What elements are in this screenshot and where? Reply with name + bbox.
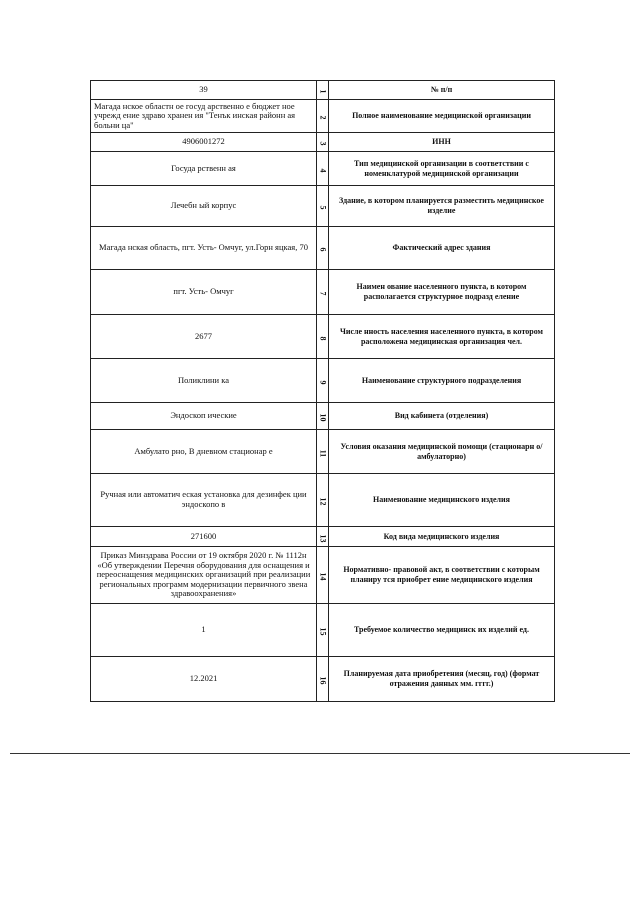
row-value: 271600: [91, 527, 317, 547]
row-value: 39: [91, 81, 317, 100]
row-number: 4: [317, 152, 329, 186]
row-number: 9: [317, 359, 329, 403]
table-row: [91, 133, 555, 152]
row-label: Наименование структурного подразделения: [329, 359, 555, 403]
table-row: [91, 604, 555, 657]
row-label: Нормативно- правовой акт, в соответствии с которым планиру тся приобрет ение медицинского изделия: [329, 547, 555, 604]
row-label: Числе нность населения населенного пункта, в котором расположена медицинская организация чел.: [329, 315, 555, 359]
row-number: 13: [317, 527, 329, 547]
row-label: Требуемое количество медицинск их изделий ед.: [329, 604, 555, 657]
table-row: [91, 227, 555, 270]
row-label: Полное наименование медицинской организации: [329, 100, 555, 133]
table-row: [91, 430, 555, 474]
row-label: Здание, в котором планируется разместить медицинское изделие: [329, 186, 555, 227]
row-number: 11: [317, 430, 329, 474]
table-row: [91, 474, 555, 527]
table-row: [91, 359, 555, 403]
row-number: 10: [317, 403, 329, 430]
row-number: 6: [317, 227, 329, 270]
row-label: Наименование медицинского изделия: [329, 474, 555, 527]
row-value: Ручная или автоматич еская установка для дезинфек ции эндоскопо в: [91, 474, 317, 527]
row-number: 15: [317, 604, 329, 657]
table-row: [91, 186, 555, 227]
row-value: 4906001272: [91, 133, 317, 152]
row-value: Приказ Минздрава России от 19 октября 2020 г. № 1112н «Об утверждении Перечня оборудования для оснащения и переоснащения медицинских организаций при реализации региональных программ модернизации первичного звена здравоохранения»: [91, 547, 317, 604]
table-row: [91, 315, 555, 359]
table-row: [91, 527, 555, 547]
table-row: [91, 152, 555, 186]
row-label: ИНН: [329, 133, 555, 152]
row-label: Тип медицинской организации в соответствии с номенклатурой медицинской организации: [329, 152, 555, 186]
table-row: [91, 547, 555, 604]
row-label: Наимен ование населенного пункта, в котором располагается структурное подразд еление: [329, 270, 555, 315]
row-number: 5: [317, 186, 329, 227]
row-label: Фактический адрес здания: [329, 227, 555, 270]
page-divider: [10, 753, 630, 754]
table-row: [91, 657, 555, 702]
table-row: [91, 100, 555, 133]
row-number: 3: [317, 133, 329, 152]
row-number: 14: [317, 547, 329, 604]
row-label: Вид кабинета (отделения): [329, 403, 555, 430]
row-value: Амбулато рно, В дневном стационар е: [91, 430, 317, 474]
row-label: Планируемая дата приобретения (месяц, год) (формат отражения данных мм. гггг.): [329, 657, 555, 702]
row-value: 12.2021: [91, 657, 317, 702]
table-row: [91, 403, 555, 430]
table-row: [91, 81, 555, 100]
row-number: 16: [317, 657, 329, 702]
row-number: 12: [317, 474, 329, 527]
equipment-table: [90, 80, 555, 702]
row-value: Магада нское областн ое госуд арственно е бюджет ное учрежд ение здраво хранен ия "Тенък инская районн ая больни ца": [91, 100, 317, 133]
row-value: Магада нская область, пгт. Усть- Омчуг, ул.Горн яцкая, 70: [91, 227, 317, 270]
row-number: 8: [317, 315, 329, 359]
row-value: пгт. Усть- Омчуг: [91, 270, 317, 315]
row-value: 1: [91, 604, 317, 657]
row-number: 7: [317, 270, 329, 315]
row-label: Код вида медицинского изделия: [329, 527, 555, 547]
row-number: 2: [317, 100, 329, 133]
row-value: Лечебн ый корпус: [91, 186, 317, 227]
row-value: Поликлини ка: [91, 359, 317, 403]
row-label: № п/п: [329, 81, 555, 100]
row-value: Госуда рственн ая: [91, 152, 317, 186]
row-value: Эндоскоп ические: [91, 403, 317, 430]
table-row: [91, 270, 555, 315]
row-label: Условия оказания медицинской помощи (стационарн о/амбулаторно): [329, 430, 555, 474]
row-value: 2677: [91, 315, 317, 359]
row-number: 1: [317, 81, 329, 100]
